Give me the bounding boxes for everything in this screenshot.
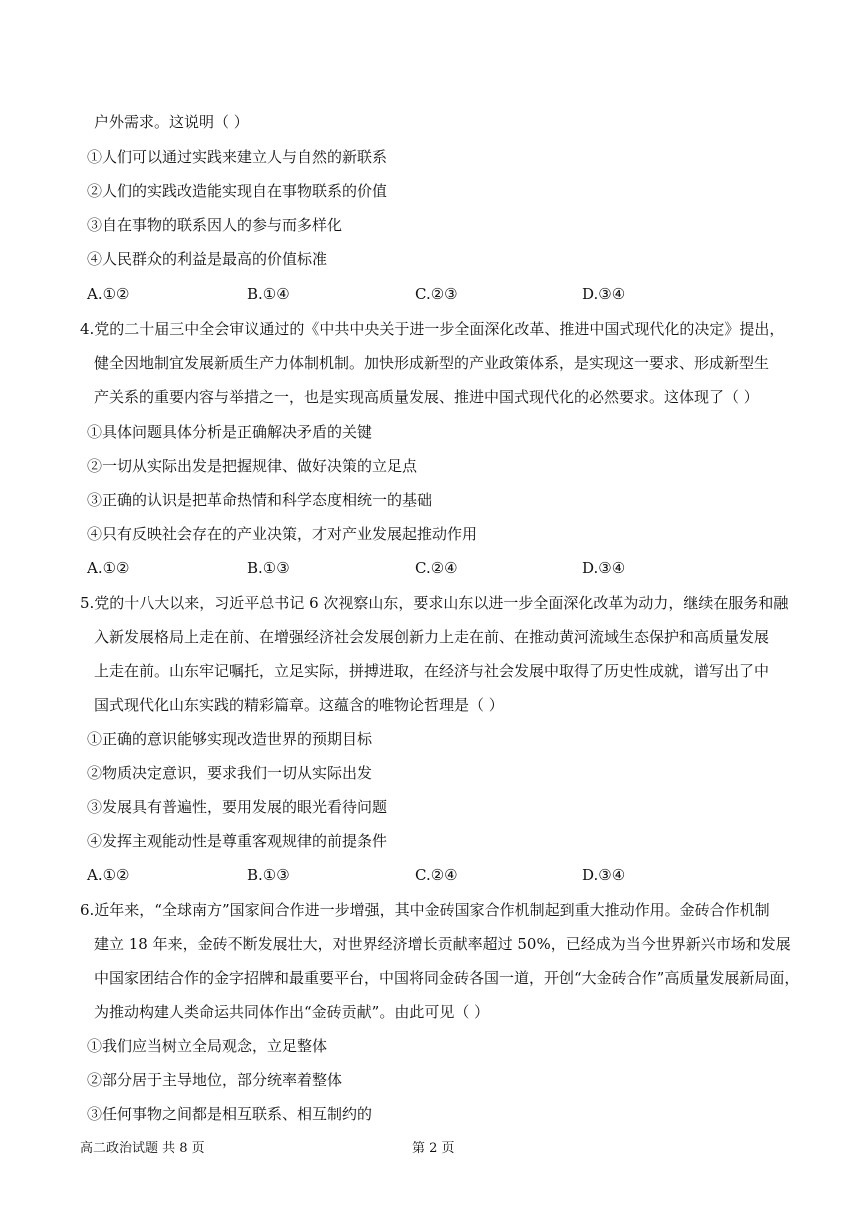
answer-item: ④发挥主观能动性是尊重客观规律的前提条件 xyxy=(87,832,388,850)
question-6-stem-line: 为推动构建人类命运共同体作出“金砖贡献”。由此可见（ ） xyxy=(94,1003,490,1021)
answer-item: ①具体问题具体分析是正确解决矛盾的关键 xyxy=(87,423,373,441)
answer-item: ①人们可以通过实践来建立人与自然的新联系 xyxy=(87,148,388,166)
answer-item: ③任何事物之间都是相互联系、相互制约的 xyxy=(87,1105,373,1123)
option-c: C.②④ xyxy=(415,866,458,884)
question-5-stem-line: 5.党的十八大以来，习近平总书记 6 次视察山东，要求山东以进一步全面深化改革为动力，继续在服务和融 xyxy=(80,594,789,612)
option-b: B.①③ xyxy=(247,559,290,577)
answer-item: ③正确的认识是把革命热情和科学态度相统一的基础 xyxy=(87,491,433,509)
question-5-stem-line: 国式现代化山东实践的精彩篇章。这蕴含的唯物论哲理是（ ） xyxy=(94,696,504,714)
answer-item: ①我们应当树立全局观念，立足整体 xyxy=(87,1037,328,1055)
footer-total-pages: 高二政治试题 共 8 页 xyxy=(80,1141,205,1156)
answer-item: ②一切从实际出发是把握规律、做好决策的立足点 xyxy=(87,457,418,475)
option-d: D.③④ xyxy=(582,866,626,884)
question-4-stem-line: 产关系的重要内容与举措之一，也是实现高质量发展、推进中国式现代化的必然要求。这体现了（ ） xyxy=(94,388,759,406)
option-b: B.①③ xyxy=(247,866,290,884)
option-d: D.③④ xyxy=(582,559,626,577)
answer-item: ③发展具有普遍性，要用发展的眼光看待问题 xyxy=(87,798,388,816)
answer-item: ④只有反映社会存在的产业决策，才对产业发展起推动作用 xyxy=(87,525,478,543)
question-4-stem-line: 4.党的二十届三中全会审议通过的《中共中央关于进一步全面深化改革、推进中国式现代化的决定》提出， xyxy=(80,320,785,338)
answer-item: ③自在事物的联系因人的参与而多样化 xyxy=(87,216,343,234)
question-4-stem-line: 健全因地制宜发展新质生产力体制机制。加快形成新型的产业政策体系，是实现这一要求、形成新型生 xyxy=(94,354,770,372)
question-stem-tail: 户外需求。这说明（ ） xyxy=(94,113,249,131)
option-a: A.①② xyxy=(87,866,130,884)
question-6-stem-line: 6.近年来，“全球南方”国家间合作进一步增强，其中金砖国家合作机制起到重大推动作用。金砖合作机制 xyxy=(80,901,770,919)
answer-item: ②物质决定意识，要求我们一切从实际出发 xyxy=(87,764,373,782)
option-a: A.①② xyxy=(87,285,130,303)
answer-item: ①正确的意识能够实现改造世界的预期目标 xyxy=(87,730,373,748)
question-6-stem-line: 建立 18 年来，金砖不断发展壮大，对世界经济增长贡献率超过 50%，已经成为当今世界新兴市场和发展 xyxy=(94,935,791,953)
option-c: C.②③ xyxy=(415,285,458,303)
option-a: A.①② xyxy=(87,559,130,577)
question-5-stem-line: 上走在前。山东牢记嘱托，立足实际，拼搏进取，在经济与社会发展中取得了历史性成就，谱写出了中 xyxy=(94,662,770,680)
answer-item: ②人们的实践改造能实现自在事物联系的价值 xyxy=(87,182,388,200)
option-b: B.①④ xyxy=(247,285,290,303)
question-5-stem-line: 入新发展格局上走在前、在增强经济社会发展创新力上走在前、在推动黄河流域生态保护和高质量发展 xyxy=(94,628,770,646)
answer-item: ②部分居于主导地位，部分统率着整体 xyxy=(87,1071,343,1089)
option-c: C.②④ xyxy=(415,559,458,577)
question-6-stem-line: 中国家团结合作的金字招牌和最重要平台，中国将同金砖各国一道，开创“大金砖合作”高质量发展新局面， xyxy=(94,969,800,987)
footer-page-number: 第 2 页 xyxy=(412,1141,455,1156)
option-d: D.③④ xyxy=(582,285,626,303)
answer-item: ④人民群众的利益是最高的价值标准 xyxy=(87,250,328,268)
